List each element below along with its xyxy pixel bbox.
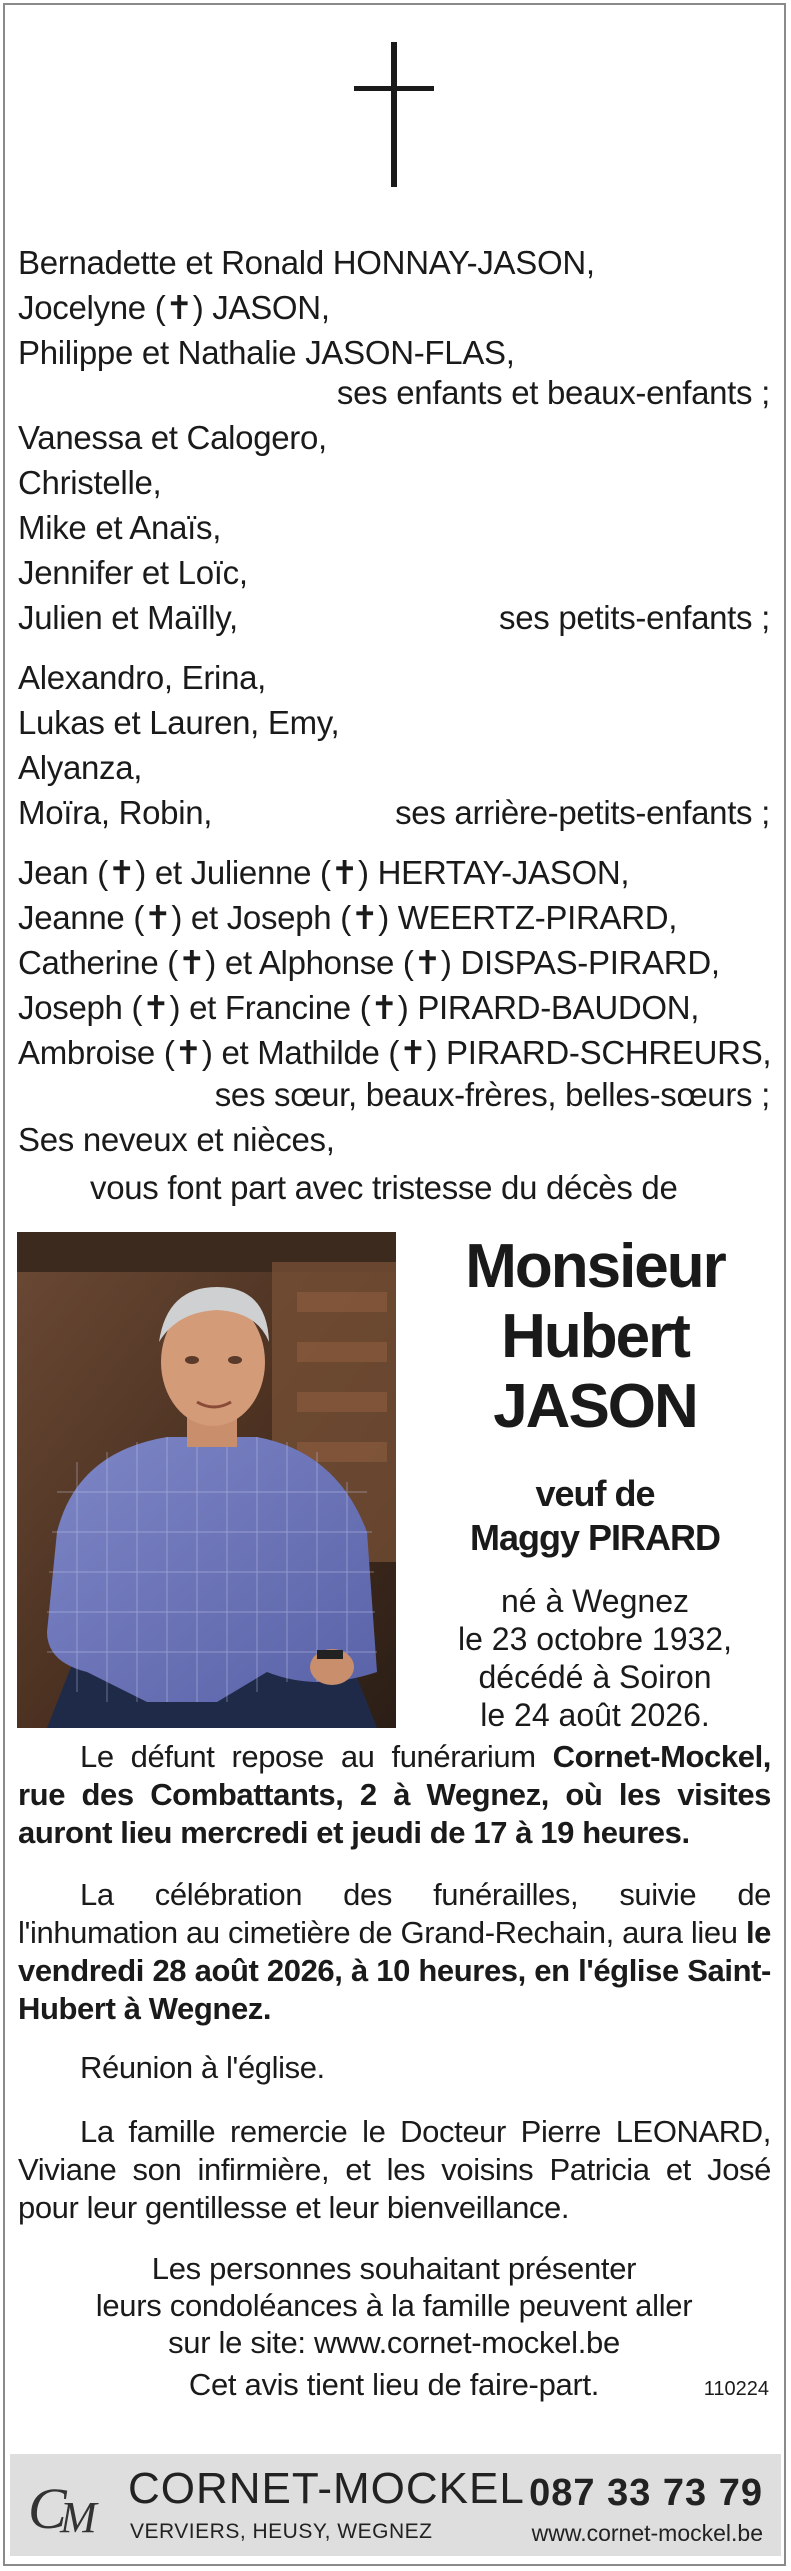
phone-number: 087 33 73 79 bbox=[529, 2472, 763, 2514]
condolence-line: Les personnes souhaitant présenter bbox=[151, 2251, 637, 2286]
family-line: Jocelyne (✝) JASON, bbox=[18, 289, 330, 326]
website-link[interactable]: www.cornet-mockel.be bbox=[531, 2520, 763, 2546]
family-line: Bernadette et Ronald HONNAY-JASON, bbox=[18, 244, 595, 281]
brand-name: CORNET-MOCKEL bbox=[128, 2464, 525, 2513]
family-line: Jennifer et Loïc, bbox=[18, 554, 248, 591]
family-line: Mike et Anaïs, bbox=[18, 509, 222, 546]
relation-siblings: ses sœur, beaux-frères, belles-sœurs ; bbox=[214, 1076, 770, 1113]
svg-text:M: M bbox=[60, 2493, 97, 2542]
widow-line: veuf de bbox=[535, 1473, 655, 1514]
family-line: Lukas et Lauren, Emy, bbox=[18, 704, 340, 741]
relation-great-grandchildren: ses arrière-petits-enfants ; bbox=[395, 794, 770, 831]
birth-date: le 23 octobre 1932, bbox=[458, 1621, 732, 1657]
cross-icon bbox=[354, 42, 434, 187]
birth-place: né à Wegnez bbox=[501, 1583, 689, 1619]
announcement-line: vous font part avec tristesse du décès de bbox=[90, 1169, 678, 1206]
svg-text:C: C bbox=[28, 2476, 67, 2541]
nephews-line: Ses neveux et nièces, bbox=[18, 1121, 335, 1158]
funeral-paragraph: La célébration des funérailles, suivie de l'inhumation au cimetière de Grand-Rechain, aura lieu le vendredi 28 août 2026, à 10 heures, en l'église Saint-Hubert à Wegnez. bbox=[18, 1877, 771, 2026]
family-line: Joseph (✝) et Francine (✝) PIRARD-BAUDON, bbox=[18, 989, 700, 1026]
deceased-last-name: JASON bbox=[493, 1372, 697, 1441]
thanks-paragraph: La famille remercie le Docteur Pierre LEONARD, Viviane son infirmière, et les voisins Patricia et José pour leur gentillesse et leur bienveillance. bbox=[18, 2114, 771, 2225]
family-line: Jeanne (✝) et Joseph (✝) WEERTZ-PIRARD, bbox=[18, 899, 678, 936]
family-line: Philippe et Nathalie JASON-FLAS, bbox=[18, 334, 515, 371]
family-line-with-relation bbox=[18, 790, 770, 835]
brand-towns: VERVIERS, HEUSY, WEGNEZ bbox=[130, 2520, 433, 2543]
family-line: Catherine (✝) et Alphonse (✝) DISPAS-PIRARD, bbox=[18, 944, 720, 981]
death-place: décédé à Soiron bbox=[478, 1659, 712, 1695]
portrait-photo bbox=[17, 1232, 396, 1728]
faire-part-line: Cet avis tient lieu de faire-part. bbox=[188, 2367, 600, 2402]
relation-grandchildren: ses petits-enfants ; bbox=[499, 599, 770, 636]
relation-children: ses enfants et beaux-enfants ; bbox=[336, 374, 770, 411]
reference-number: 110224 bbox=[703, 2378, 769, 2400]
condolence-website-line: sur le site: www.cornet-mockel.be bbox=[168, 2325, 620, 2360]
spouse-name: Maggy PIRARD bbox=[469, 1517, 721, 1558]
family-line: Alyanza, bbox=[18, 749, 143, 786]
family-line: Christelle, bbox=[18, 464, 162, 501]
family-line-with-relation bbox=[18, 595, 770, 640]
family-line: Julien et Maïlly, bbox=[18, 599, 238, 636]
condolence-line: leurs condoléances à la famille peuvent aller bbox=[95, 2288, 693, 2323]
funeral-home-footer bbox=[10, 2454, 781, 2556]
gathering-paragraph: Réunion à l'église. bbox=[80, 2050, 325, 2085]
deceased-title: Monsieur bbox=[465, 1232, 725, 1301]
family-line: Moïra, Robin, bbox=[18, 794, 213, 831]
funeral-home-paragraph: Le défunt repose au funérarium Cornet-Mockel, rue des Combattants, 2 à Wegnez, où les visites auront lieu mercredi et jeudi de 17 à 19 heures. bbox=[18, 1739, 771, 1850]
cornet-mockel-logo bbox=[24, 2472, 116, 2542]
death-date: le 24 août 2026. bbox=[480, 1697, 710, 1733]
family-line: Jean (✝) et Julienne (✝) HERTAY-JASON, bbox=[18, 854, 630, 891]
family-line: Alexandro, Erina, bbox=[18, 659, 267, 696]
family-line: Vanessa et Calogero, bbox=[18, 419, 327, 456]
family-line: Ambroise (✝) et Mathilde (✝) PIRARD-SCHREURS, bbox=[18, 1034, 772, 1071]
deceased-first-name: Hubert bbox=[501, 1302, 689, 1371]
